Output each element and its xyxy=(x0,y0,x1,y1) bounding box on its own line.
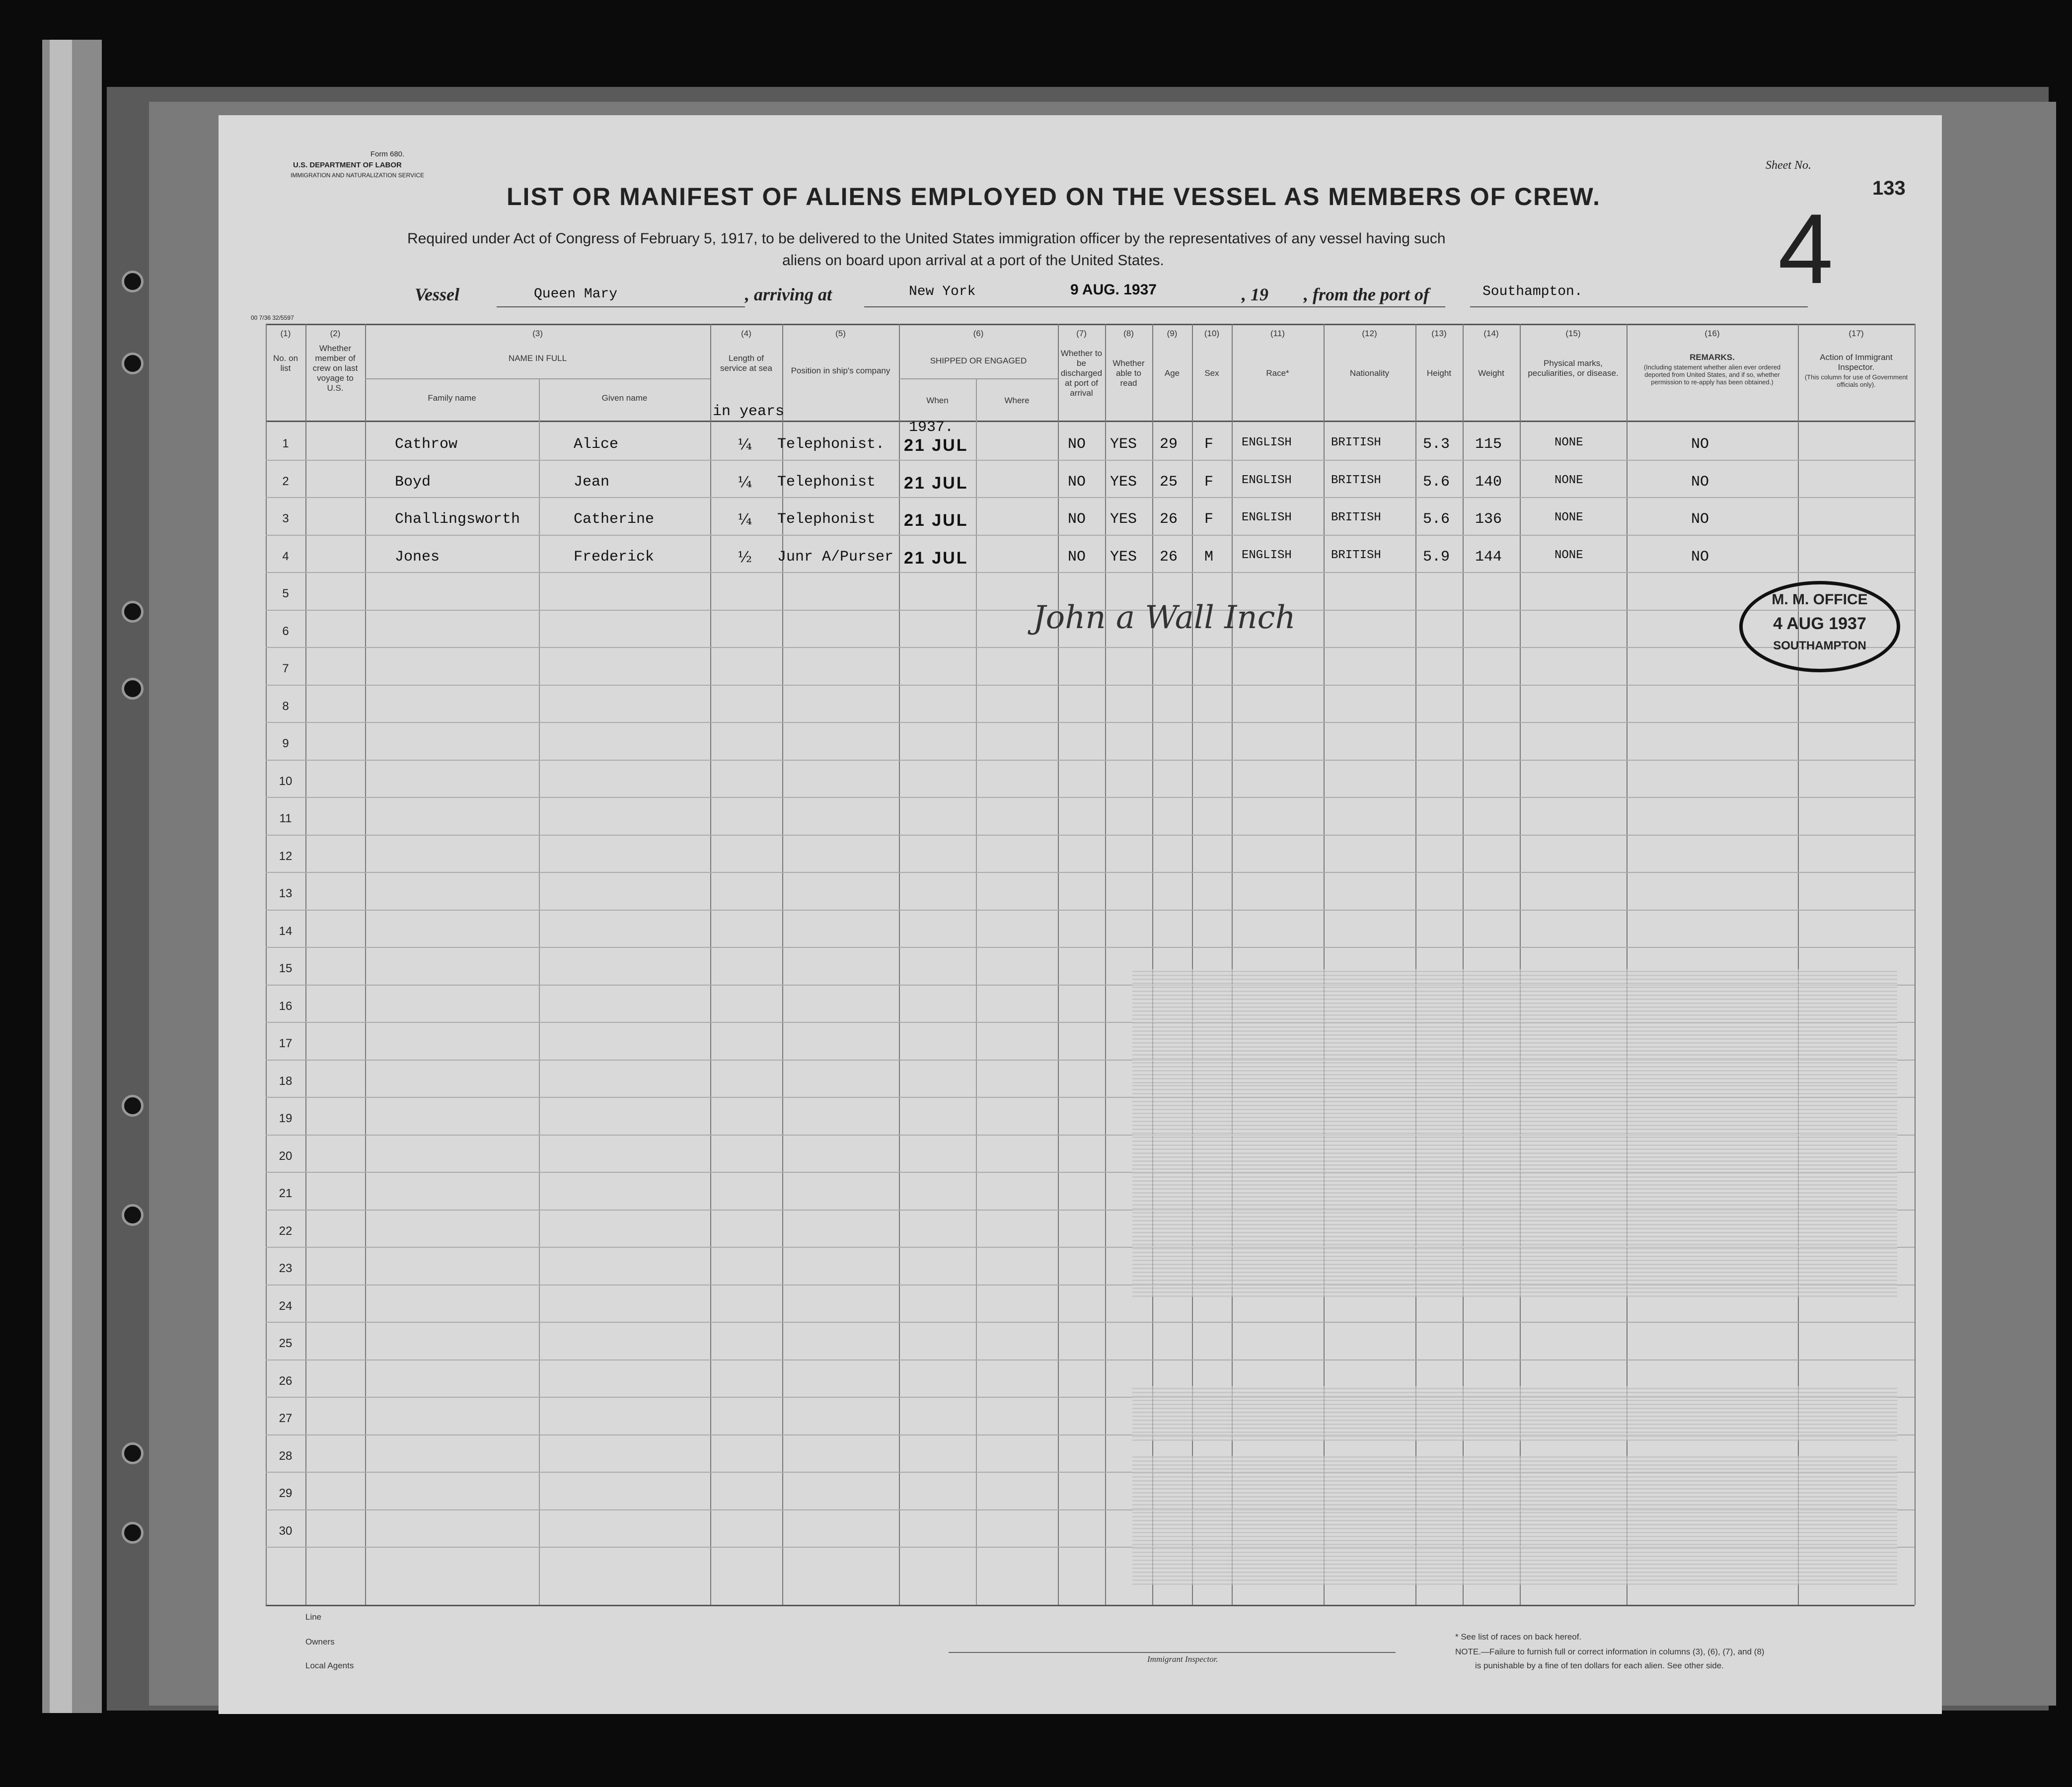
row-number: 20 xyxy=(279,1149,293,1163)
col12-num: (12) xyxy=(1362,329,1377,338)
row-number: 13 xyxy=(279,887,293,900)
entry-family-name: Jones xyxy=(395,548,440,566)
col1-header: No. on list xyxy=(273,354,298,373)
entry-position: Telephonist xyxy=(777,511,876,528)
entry-able-to-read: YES xyxy=(1110,511,1137,528)
row-number: 24 xyxy=(279,1299,293,1313)
entry-weight: 115 xyxy=(1475,436,1502,453)
row-rule xyxy=(266,572,1915,573)
col5-header: Position in ship's company xyxy=(791,366,890,375)
entry-family-name: Boyd xyxy=(395,473,431,491)
col16-note: (Including statement whether alien ever ordered deported from United States, and if so, whether permission to re-apply has been obtained.) xyxy=(1643,363,1781,386)
col9-header: Age xyxy=(1164,368,1180,378)
entry-shipped-when: 21 JUL xyxy=(904,436,968,455)
entry-service-length: ¼ xyxy=(738,473,752,491)
entry-position: Junr A/Purser xyxy=(777,548,894,566)
entry-nationality: BRITISH xyxy=(1331,473,1381,487)
row-number: 12 xyxy=(279,849,293,863)
entry-weight: 140 xyxy=(1475,473,1502,491)
col4-unit-handwritten: in years xyxy=(713,403,785,420)
entry-age: 26 xyxy=(1160,548,1178,566)
row-number: 1 xyxy=(282,437,289,450)
col17-header: Action of Immigrant Inspector. xyxy=(1820,353,1893,372)
col11-header: Race* xyxy=(1266,368,1289,378)
col2-num: (2) xyxy=(330,329,341,338)
subtitle-line-1: Required under Act of Congress of February 5, 1917, to be delivered to the United States immigration officer by the representatives of any vessel having such xyxy=(407,230,1446,247)
entry-shipped-when: 21 JUL xyxy=(904,511,968,530)
col17-note: (This column for use of Government officials only). xyxy=(1804,373,1908,388)
row-rule xyxy=(266,872,1915,873)
col14-num: (14) xyxy=(1483,329,1499,338)
row-number: 2 xyxy=(282,474,289,488)
entry-service-length: ¼ xyxy=(738,436,752,453)
col13-num: (13) xyxy=(1431,329,1447,338)
footer-agents-label: Local Agents xyxy=(305,1661,354,1670)
inspector-signature: John a Wall Inch xyxy=(1033,599,1296,636)
entry-age: 25 xyxy=(1160,473,1178,491)
row-number: 19 xyxy=(279,1112,293,1125)
entry-physical-marks: NONE xyxy=(1554,548,1583,562)
row-number: 18 xyxy=(279,1074,293,1088)
entry-sex: F xyxy=(1204,473,1214,491)
col10-header: Sex xyxy=(1204,368,1219,378)
col7-num: (7) xyxy=(1076,329,1087,338)
row-number: 21 xyxy=(279,1187,293,1200)
sheet-label: Sheet No. xyxy=(1766,159,1811,172)
entry-remarks: NO xyxy=(1691,511,1709,528)
entry-given-name: Jean xyxy=(574,473,610,491)
row-rule xyxy=(266,760,1915,761)
col6-num: (6) xyxy=(973,329,984,338)
row-rule xyxy=(266,797,1915,798)
entry-able-to-read: YES xyxy=(1110,548,1137,566)
handwritten-sheet-number: 4 xyxy=(1778,194,1834,304)
entry-sex: F xyxy=(1204,436,1214,453)
col3-num: (3) xyxy=(532,329,543,338)
col8-num: (8) xyxy=(1123,329,1134,338)
row-number: 3 xyxy=(282,512,289,525)
col3-given-header: Given name xyxy=(601,393,648,403)
footer-owners-label: Owners xyxy=(305,1637,335,1646)
entry-race: ENGLISH xyxy=(1242,548,1292,562)
footer-line-label: Line xyxy=(305,1612,322,1622)
manifest-page xyxy=(219,115,1942,1714)
binder-hole xyxy=(122,678,144,700)
entry-nationality: BRITISH xyxy=(1331,436,1381,449)
row-number: 29 xyxy=(279,1487,293,1500)
row-rule xyxy=(266,647,1915,648)
row-rule xyxy=(266,535,1915,536)
entry-given-name: Alice xyxy=(574,436,619,453)
entry-discharged: NO xyxy=(1068,436,1086,453)
row-number: 27 xyxy=(279,1412,293,1425)
col2-header: Whether member of crew on last voyage to U.S. xyxy=(312,344,358,393)
binder-hole xyxy=(122,1522,144,1544)
row-rule xyxy=(266,497,1915,498)
col9-num: (9) xyxy=(1167,329,1178,338)
entry-position: Telephonist xyxy=(777,473,876,491)
col6-header: SHIPPED OR ENGAGED xyxy=(930,356,1027,365)
entry-given-name: Frederick xyxy=(574,548,655,566)
row-number: 6 xyxy=(282,624,289,638)
row-number: 5 xyxy=(282,587,289,600)
entry-service-length: ¼ xyxy=(738,511,752,528)
col1-num: (1) xyxy=(280,329,291,338)
inspector-label: Immigrant Inspector. xyxy=(1147,1654,1218,1664)
entry-given-name: Catherine xyxy=(574,511,655,528)
binder-hole xyxy=(122,1095,144,1117)
subtitle-line-2: aliens on board upon arrival at a port of the United States. xyxy=(782,252,1164,269)
binder-strip-edge xyxy=(50,40,72,1713)
sheet-number: 133 xyxy=(1872,177,1906,199)
entry-able-to-read: YES xyxy=(1110,473,1137,491)
row-number: 25 xyxy=(279,1337,293,1350)
entry-height: 5.3 xyxy=(1423,436,1450,453)
row-rule xyxy=(266,910,1915,911)
col3-family-header: Family name xyxy=(428,393,476,403)
entry-height: 5.6 xyxy=(1423,511,1450,528)
row-number: 11 xyxy=(279,812,292,825)
col5-num: (5) xyxy=(835,329,846,338)
arriving-port: New York xyxy=(909,284,976,299)
row-number: 4 xyxy=(282,549,289,563)
entry-sex: F xyxy=(1204,511,1214,528)
entry-shipped-when: 21 JUL xyxy=(904,548,968,568)
col15-num: (15) xyxy=(1565,329,1581,338)
row-rule xyxy=(266,460,1915,461)
col8-header: Whether able to read xyxy=(1112,358,1145,388)
year-label: , 19 xyxy=(1242,285,1268,304)
row-number: 26 xyxy=(279,1374,293,1388)
entry-discharged: NO xyxy=(1068,473,1086,491)
col15-header: Physical marks, peculiarities, or disease. xyxy=(1528,358,1619,378)
row-number: 14 xyxy=(279,924,293,938)
vessel-name: Queen Mary xyxy=(534,286,618,302)
col11-num: (11) xyxy=(1270,329,1285,338)
show-through-notice xyxy=(1132,969,1897,1083)
entry-nationality: BRITISH xyxy=(1331,548,1381,562)
col17-num: (17) xyxy=(1849,329,1864,338)
entry-service-length: ½ xyxy=(738,548,752,566)
entry-weight: 144 xyxy=(1475,548,1502,566)
from-port-label: , from the port of xyxy=(1304,285,1430,304)
entry-physical-marks: NONE xyxy=(1554,511,1583,524)
entry-remarks: NO xyxy=(1691,436,1709,453)
entry-family-name: Challingsworth xyxy=(395,511,520,528)
binder-hole xyxy=(122,353,144,374)
row-rule xyxy=(266,722,1915,723)
entry-physical-marks: NONE xyxy=(1554,436,1583,449)
row-number: 15 xyxy=(279,962,293,975)
entry-discharged: NO xyxy=(1068,511,1086,528)
row-number: 30 xyxy=(279,1524,293,1538)
col10-num: (10) xyxy=(1204,329,1220,338)
row-number: 23 xyxy=(279,1262,293,1275)
col7-header: Whether to be discharged at port of arrival xyxy=(1060,349,1103,398)
entry-race: ENGLISH xyxy=(1242,511,1292,524)
stamp-top-text: M. M. OFFICE xyxy=(1772,591,1868,608)
form-number: Form 680. xyxy=(370,150,405,158)
arriving-label: , arriving at xyxy=(745,285,832,304)
penalty-note-1: NOTE.—Failure to furnish full or correct information in columns (3), (6), (7), and (8) xyxy=(1455,1647,1765,1656)
row-rule xyxy=(266,1359,1915,1360)
col3-header: NAME IN FULL xyxy=(508,354,567,363)
stamp-bottom-text: SOUTHAMPTON xyxy=(1773,639,1866,652)
row-rule xyxy=(266,1322,1915,1323)
entry-shipped-when: 21 JUL xyxy=(904,473,968,493)
entry-age: 29 xyxy=(1160,436,1178,453)
col4-header: Length of service at sea xyxy=(720,354,772,373)
entry-weight: 136 xyxy=(1475,511,1502,528)
row-rule xyxy=(266,685,1915,686)
row-number: 9 xyxy=(282,737,289,750)
entry-discharged: NO xyxy=(1068,548,1086,566)
service-name: IMMIGRATION AND NATURALIZATION SERVICE xyxy=(291,172,425,179)
entry-height: 5.9 xyxy=(1423,548,1450,566)
binder-hole xyxy=(122,601,144,623)
entry-remarks: NO xyxy=(1691,473,1709,491)
show-through-extract xyxy=(1132,1386,1897,1441)
col6-when-header: When xyxy=(926,396,949,405)
stamp-date: 4 AUG 1937 xyxy=(1773,614,1866,633)
row-number: 8 xyxy=(282,699,289,713)
row-number: 22 xyxy=(279,1224,293,1238)
entry-sex: M xyxy=(1204,548,1214,566)
row-rule xyxy=(266,835,1915,836)
binder-hole xyxy=(122,1204,144,1226)
row-number: 17 xyxy=(279,1037,293,1050)
row-rule xyxy=(266,947,1915,948)
entry-able-to-read: YES xyxy=(1110,436,1137,453)
vessel-label: Vessel xyxy=(415,285,459,304)
row-number: 16 xyxy=(279,999,293,1013)
entry-race: ENGLISH xyxy=(1242,473,1292,487)
col4-num: (4) xyxy=(741,329,751,338)
entry-height: 5.6 xyxy=(1423,473,1450,491)
col13-header: Height xyxy=(1426,368,1452,378)
binder-hole xyxy=(122,271,144,292)
shipped-year: 1937. xyxy=(909,419,954,436)
entry-age: 26 xyxy=(1160,511,1178,528)
show-through-extract xyxy=(1132,1456,1897,1585)
department-name: U.S. DEPARTMENT OF LABOR xyxy=(293,161,402,169)
col16-header: REMARKS. xyxy=(1690,353,1735,362)
entry-physical-marks: NONE xyxy=(1554,473,1583,487)
entry-race: ENGLISH xyxy=(1242,436,1292,449)
arrival-date-stamp: 9 AUG. 1937 xyxy=(1070,282,1157,298)
print-code: 00 7/36 32/5597 xyxy=(251,314,294,321)
mm-office-stamp xyxy=(1739,581,1900,672)
entry-remarks: NO xyxy=(1691,548,1709,566)
col14-header: Weight xyxy=(1478,368,1504,378)
col16-num: (16) xyxy=(1704,329,1720,338)
row-number: 10 xyxy=(279,774,293,788)
penalty-note-2: is punishable by a fine of ten dollars for each alien. See other side. xyxy=(1475,1661,1724,1670)
entry-family-name: Cathrow xyxy=(395,436,458,453)
row-number: 7 xyxy=(282,662,289,675)
entry-position: Telephonist. xyxy=(777,436,885,453)
departure-port: Southampton. xyxy=(1482,284,1583,299)
binder-hole xyxy=(122,1442,144,1464)
col12-header: Nationality xyxy=(1349,368,1390,378)
entry-nationality: BRITISH xyxy=(1331,511,1381,524)
manifest-title: LIST OR MANIFEST OF ALIENS EMPLOYED ON THE VESSEL AS MEMBERS OF CREW. xyxy=(507,183,1601,211)
row-number: 28 xyxy=(279,1449,293,1463)
show-through-extract xyxy=(1132,1083,1897,1297)
races-note: * See list of races on back hereof. xyxy=(1455,1632,1582,1642)
col6-where-header: Where xyxy=(1004,396,1030,405)
